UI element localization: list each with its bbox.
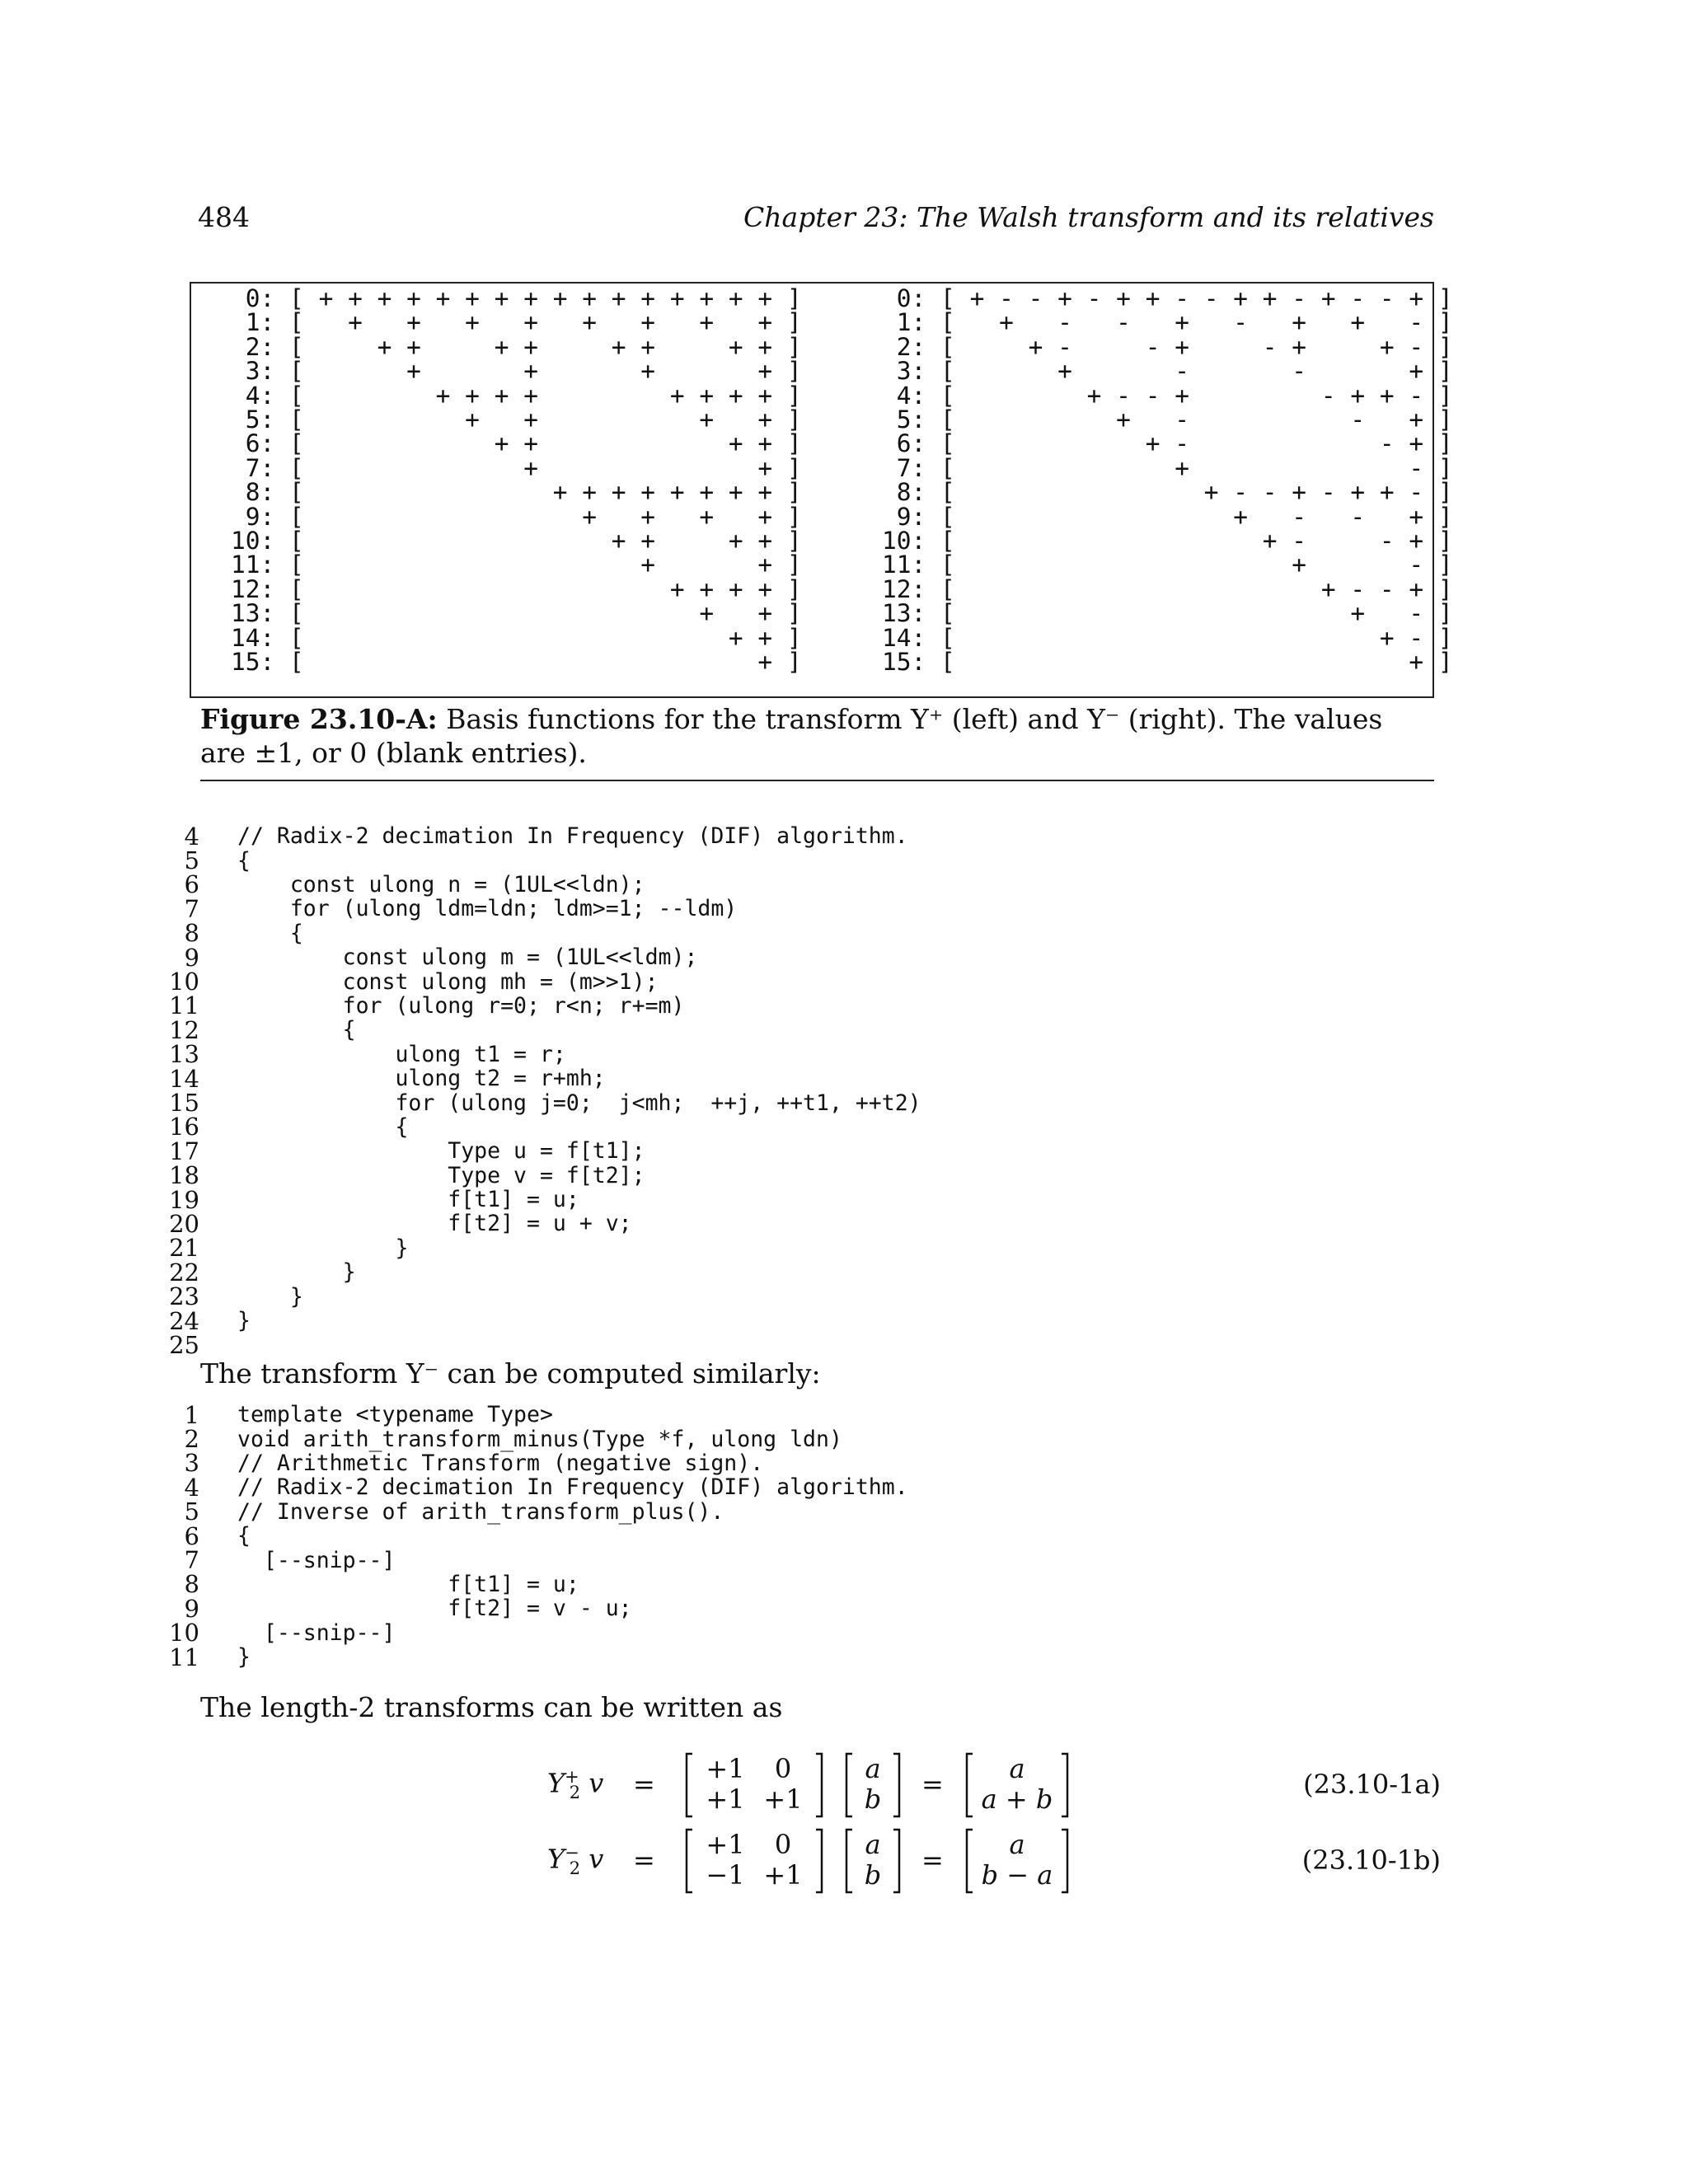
caption-text: Basis functions for the transform Y⁺ (left) and Y⁻ (right). The values are ±1, or 0 (blank entries).: [200, 703, 1383, 769]
matrix-entry: +1: [706, 1753, 745, 1784]
equals-sign: =: [633, 1844, 655, 1876]
code-text: // Radix-2 decimation In Frequency (DIF) algorithm.: [237, 823, 908, 850]
code-text: f[t2] = v - u;: [237, 1596, 632, 1622]
y-minus-matrix-row: 4: [ + - - + - + + - ]: [882, 381, 1453, 410]
code-line: [165, 822, 921, 851]
equation-y-minus: [0, 1828, 1688, 1894]
line-number: 2: [184, 1425, 199, 1454]
code-line: [165, 1139, 921, 1163]
equals-sign: =: [633, 1769, 655, 1800]
figure-box: [190, 282, 1453, 698]
code-text: // Inverse of arith_transform_plus().: [237, 1498, 724, 1525]
equation-number: (23.10-1b): [1301, 1844, 1441, 1876]
code-text: [--snip--]: [237, 1547, 396, 1573]
line-number: 22: [169, 1258, 199, 1286]
y-plus-matrix-row: 3: [ + + + + ]: [231, 357, 802, 386]
code-line: [165, 943, 921, 972]
code-listing-dif: [165, 824, 921, 1357]
code-listing-minus: [165, 1400, 908, 1671]
code-line: [165, 1161, 921, 1190]
code-line: [165, 1115, 921, 1139]
y-plus-matrix-row: 5: [ + + + + ]: [231, 405, 802, 434]
line-number: 3: [184, 1449, 199, 1478]
y-plus-matrix-row: 7: [ + + ]: [231, 453, 802, 482]
line-number: 20: [169, 1209, 199, 1238]
code-line: [165, 1594, 908, 1623]
code-text: ulong t2 = r+mh;: [237, 1066, 606, 1092]
y-plus-matrix-row: 15: [ + ]: [231, 648, 802, 677]
line-number: 8: [184, 1570, 199, 1599]
line-number: 1: [184, 1400, 199, 1429]
y-minus-matrix-row: 15: [ + ]: [882, 648, 1453, 677]
line-number: 15: [169, 1089, 199, 1117]
code-text: {: [237, 920, 303, 946]
code-text: }: [237, 1235, 409, 1261]
equation-lhs: [547, 1767, 603, 1802]
matrix-entry: 0: [774, 1829, 792, 1860]
code-line: [165, 1400, 908, 1429]
code-line: [165, 870, 921, 899]
y-plus-matrix-row: 14: [ + + ]: [231, 623, 802, 652]
line-number: 6: [184, 1521, 199, 1550]
line-number: 5: [184, 846, 199, 875]
code-text: for (ulong r=0; r<n; r+=m): [237, 992, 685, 1019]
code-line: [165, 894, 921, 923]
lhs-symbol: Y: [547, 1767, 565, 1799]
y-plus-matrix-row: 2: [ + + + + + + + + ]: [231, 332, 802, 361]
y-plus-matrix-row: 12: [ + + + + ]: [231, 574, 802, 603]
y-minus-matrix-row: 5: [ + - - + ]: [882, 405, 1453, 434]
line-number: 11: [169, 1643, 199, 1671]
lhs-variable: v: [580, 1843, 604, 1875]
y-minus-matrix-row: 0: [ + - - + - + + - - + + - + - - + ]: [882, 284, 1453, 312]
equation-lhs: [547, 1843, 603, 1878]
lhs-symbol: Y: [547, 1843, 565, 1875]
figure-caption: [200, 702, 1434, 770]
basis-matrix-y-plus: [231, 284, 802, 677]
y-minus-matrix-row: 12: [ + - - + ]: [882, 574, 1453, 603]
y-plus-matrix-row: 4: [ + + + + + + + + ]: [231, 381, 802, 410]
coefficient-matrix: [684, 1828, 824, 1894]
code-text: ulong t1 = r;: [237, 1041, 566, 1067]
line-number: 6: [184, 870, 199, 899]
equation-number: (23.10-1a): [1303, 1769, 1441, 1800]
line-number: 9: [184, 943, 199, 972]
code-text: // Radix-2 decimation In Frequency (DIF) algorithm.: [237, 1474, 908, 1501]
line-number: 14: [169, 1064, 199, 1093]
coefficient-matrix: [684, 1752, 824, 1818]
y-minus-matrix-row: 10: [ + - - + ]: [882, 527, 1453, 555]
running-head: Chapter 23: The Walsh transform and its relatives: [743, 201, 1434, 233]
y-plus-matrix-row: 11: [ + + ]: [231, 551, 802, 579]
equals-sign: =: [921, 1844, 944, 1876]
lhs-subscript: 2: [569, 1783, 581, 1803]
line-number: 10: [169, 1619, 199, 1647]
code-line: [165, 1015, 921, 1044]
code-text: Type v = f[t2];: [237, 1162, 645, 1188]
code-text: [--snip--]: [237, 1619, 396, 1646]
y-plus-matrix-row: 0: [ + + + + + + + + + + + + + + + + ]: [231, 284, 802, 312]
line-number: 4: [184, 822, 199, 851]
page-number: 484: [198, 201, 250, 233]
line-number: 19: [169, 1185, 199, 1214]
code-line: [165, 968, 921, 996]
y-plus-matrix-row: 9: [ + + + + ]: [231, 502, 802, 531]
line-number: 17: [169, 1137, 199, 1165]
line-number: 24: [169, 1306, 199, 1335]
basis-matrix-y-minus: [882, 284, 1453, 677]
code-text: {: [237, 1113, 409, 1140]
lhs-superscript: +: [565, 1767, 579, 1787]
matrix-entry: 0: [774, 1753, 792, 1784]
code-text: const ulong mh = (m>>1);: [237, 968, 659, 995]
code-text: Type u = f[t1];: [237, 1138, 645, 1165]
line-number: 10: [169, 968, 199, 996]
y-minus-matrix-row: 9: [ + - - + ]: [882, 502, 1453, 531]
lhs-variable: v: [580, 1767, 604, 1799]
code-line: [165, 1282, 921, 1311]
line-number: 23: [169, 1282, 199, 1311]
code-line: [165, 1209, 921, 1238]
code-text: }: [237, 1259, 356, 1286]
line-number: 5: [184, 1497, 199, 1526]
code-line: [165, 1040, 921, 1069]
y-minus-matrix-row: 7: [ + - ]: [882, 453, 1453, 482]
line-number: 7: [184, 894, 199, 923]
result-entry: a: [1009, 1829, 1025, 1860]
paragraph-transform-minus: The transform Y⁻ can be computed similarly:: [200, 1357, 821, 1390]
equals-sign: =: [921, 1769, 944, 1800]
line-number: 13: [169, 1040, 199, 1069]
code-text: void arith_transform_minus(Type *f, ulong ldn): [237, 1426, 842, 1452]
line-number: 18: [169, 1161, 199, 1190]
code-text: // Arithmetic Transform (negative sign).: [237, 1450, 764, 1476]
code-text: f[t2] = u + v;: [237, 1211, 632, 1237]
code-text: {: [237, 1017, 356, 1043]
matrix-entry: +1: [706, 1829, 745, 1860]
caption-label: Figure 23.10-A:: [200, 703, 438, 735]
code-text: }: [237, 1308, 251, 1334]
result-entry: a: [1009, 1753, 1025, 1784]
matrix-entry: −1: [706, 1859, 745, 1891]
code-text: f[t1] = u;: [237, 1187, 579, 1213]
matrix-entry: +1: [706, 1783, 745, 1815]
code-line: [165, 1260, 921, 1284]
line-number: 8: [184, 919, 199, 948]
vector-entry: b: [864, 1859, 882, 1891]
code-text: {: [237, 1523, 251, 1549]
code-line: [165, 1234, 921, 1263]
code-line: [165, 1621, 908, 1645]
lhs-superscript: −: [565, 1843, 579, 1863]
lhs-subscript: 2: [569, 1858, 581, 1879]
input-vector: [844, 1752, 902, 1818]
result-entry: a + b: [981, 1783, 1053, 1815]
y-plus-matrix-row: 10: [ + + + + ]: [231, 527, 802, 555]
equation-y-plus: [0, 1752, 1688, 1818]
line-number: 25: [169, 1330, 199, 1359]
code-line: [165, 846, 921, 875]
vector-entry: a: [865, 1829, 881, 1860]
code-text: for (ulong ldm=ldn; ldm>=1; --ldm): [237, 896, 738, 922]
vector-entry: a: [865, 1753, 881, 1784]
code-text: }: [237, 1283, 303, 1310]
y-minus-matrix-row: 1: [ + - - + - + + - ]: [882, 308, 1453, 337]
code-line: [165, 1089, 921, 1117]
code-line: [165, 1473, 908, 1502]
paragraph-length-2: The length-2 transforms can be written as: [200, 1691, 783, 1723]
code-line: [165, 1330, 921, 1359]
code-text: template <typename Type>: [237, 1402, 553, 1428]
y-plus-matrix-row: 6: [ + + + + ]: [231, 429, 802, 458]
code-line: [165, 919, 921, 948]
y-minus-matrix-row: 3: [ + - - + ]: [882, 357, 1453, 386]
line-number: 4: [184, 1473, 199, 1502]
line-number: 7: [184, 1546, 199, 1575]
line-number: 12: [169, 1015, 199, 1044]
y-minus-matrix-row: 13: [ + - ]: [882, 599, 1453, 628]
code-text: }: [237, 1644, 251, 1671]
code-line: [165, 1645, 908, 1669]
matrix-entry: +1: [763, 1783, 803, 1815]
code-line: [165, 1425, 908, 1454]
code-line: [165, 991, 921, 1020]
code-text: {: [237, 847, 251, 874]
code-text: const ulong m = (1UL<<ldm);: [237, 944, 698, 971]
line-number: 11: [169, 991, 199, 1020]
caption-rule: [200, 780, 1434, 781]
code-text: const ulong n = (1UL<<ldn);: [237, 871, 645, 898]
y-minus-matrix-row: 2: [ + - - + - + + - ]: [882, 332, 1453, 361]
y-minus-matrix-row: 14: [ + - ]: [882, 623, 1453, 652]
code-line: [165, 1546, 908, 1575]
code-line: [165, 1449, 908, 1478]
input-vector: [844, 1828, 902, 1894]
code-line: [165, 1521, 908, 1550]
y-minus-matrix-row: 11: [ + - ]: [882, 551, 1453, 579]
y-plus-matrix-row: 1: [ + + + + + + + + ]: [231, 308, 802, 337]
result-vector: [964, 1828, 1070, 1894]
y-plus-matrix-row: 8: [ + + + + + + + + ]: [231, 478, 802, 507]
vector-entry: b: [864, 1783, 882, 1815]
result-vector: [964, 1752, 1070, 1818]
code-line: [165, 1306, 921, 1335]
code-line: [165, 1064, 921, 1093]
code-line: [165, 1497, 908, 1526]
result-entry: b − a: [981, 1859, 1053, 1891]
y-minus-matrix-row: 6: [ + - - + ]: [882, 429, 1453, 458]
code-text: f[t1] = u;: [237, 1571, 579, 1597]
code-line: [165, 1185, 921, 1214]
y-plus-matrix-row: 13: [ + + ]: [231, 599, 802, 628]
line-number: 9: [184, 1594, 199, 1623]
line-number: 16: [169, 1113, 199, 1141]
y-minus-matrix-row: 8: [ + - - + - + + - ]: [882, 478, 1453, 507]
code-line: [165, 1570, 908, 1599]
matrix-entry: +1: [763, 1859, 803, 1891]
code-text: for (ulong j=0; j<mh; ++j, ++t1, ++t2): [237, 1090, 921, 1116]
line-number: 21: [169, 1234, 199, 1263]
